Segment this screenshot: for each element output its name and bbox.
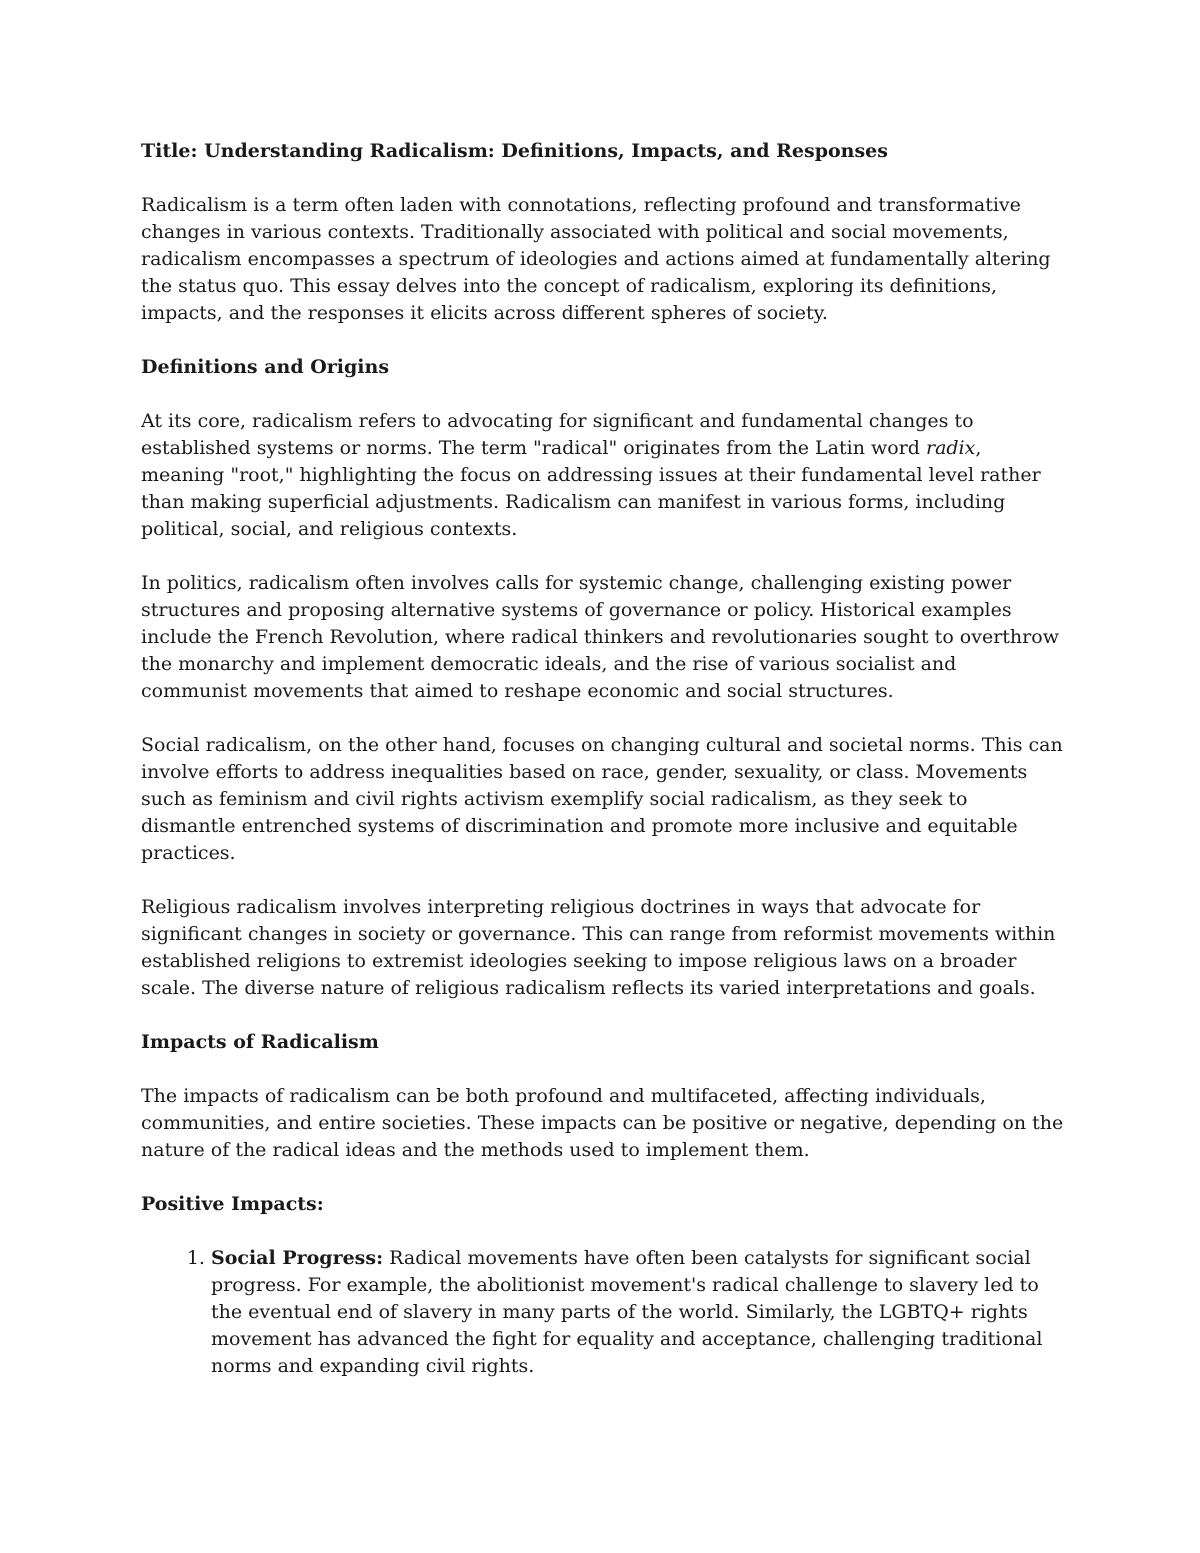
definitions-paragraph-1 — [141, 408, 1066, 543]
list-item — [211, 1245, 1066, 1380]
section-heading-definitions: Definitions and Origins — [141, 356, 390, 378]
definitions-paragraph-3: Social radicalism, on the other hand, focuses on changing cultural and societal norms. This can involve efforts to address inequalities based on race, gender, sexuality, or class. Movements such as feminism and civil rights activism exemplify social radicalism, as they seek to dismantle entrenched systems of discrimination and promote more inclusive and equitable practices. — [141, 734, 1063, 864]
document-title: Title: Understanding Radicalism: Definitions, Impacts, and Responses — [141, 140, 888, 162]
positive-impacts-list — [141, 1245, 1066, 1380]
intro-paragraph: Radicalism is a term often laden with connotations, reflecting profound and transformative changes in various contexts. Traditionally associated with political and social movements, radicalism encompasses a spectrum of ideologies and actions aimed at fundamentally altering the status quo. This essay delves into the concept of radicalism, exploring its definitions, impacts, and the responses it elicits across different spheres of society. — [141, 194, 1051, 324]
definitions-p1-italic: radix — [925, 437, 976, 459]
definitions-paragraph-4: Religious radicalism involves interpreting religious doctrines in ways that advocate for significant changes in society or governance. This can range from reformist movements within established religions to extremist ideologies seeking to impose religious laws on a broader scale. The diverse nature of religious radicalism reflects its varied interpretations and goals. — [141, 896, 1056, 999]
list-item-text: Radical movements have often been catalysts for significant social progress. For example, the abolitionist movement's radical challenge to slavery led to the eventual end of slavery in many parts of the world. Similarly, the LGBTQ+ rights movement has advanced the fight for equality and acceptance, challenging traditional norms and expanding civil rights. — [211, 1247, 1043, 1377]
positive-impacts-heading: Positive Impacts: — [141, 1193, 324, 1215]
definitions-p1-text-a: At its core, radicalism refers to advocating for significant and fundamental changes to established systems or norms. The term "radical" originates from the Latin word — [141, 410, 974, 459]
section-heading-impacts: Impacts of Radicalism — [141, 1031, 379, 1053]
document-page — [141, 138, 1066, 1380]
list-item-title: Social Progress: — [211, 1247, 384, 1269]
definitions-p1-text-b: , meaning "root," highlighting the focus on addressing issues at their fundamental level rather than making superficial adjustments. Radicalism can manifest in various forms, including political, social, and religious contexts. — [141, 437, 1041, 540]
definitions-paragraph-2: In politics, radicalism often involves calls for systemic change, challenging existing power structures and proposing alternative systems of governance or policy. Historical examples include the French Revolution, where radical thinkers and revolutionaries sought to overthrow the monarchy and implement democratic ideals, and the rise of various socialist and communist movements that aimed to reshape economic and social structures. — [141, 572, 1059, 702]
impacts-paragraph-1: The impacts of radicalism can be both profound and multifaceted, affecting individuals, communities, and entire societies. These impacts can be positive or negative, depending on the nature of the radical ideas and the methods used to implement them. — [141, 1085, 1064, 1161]
